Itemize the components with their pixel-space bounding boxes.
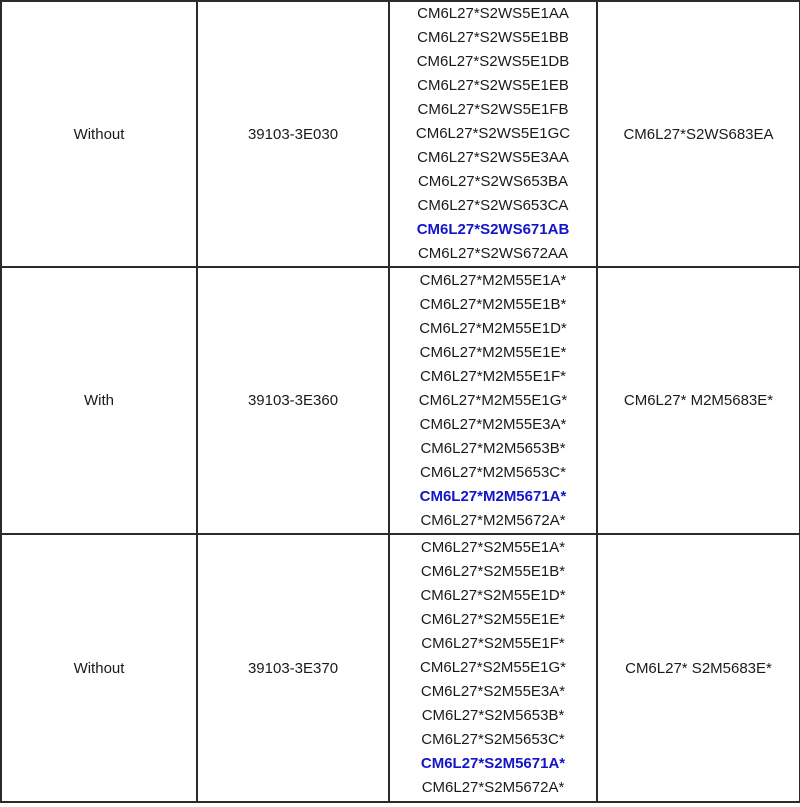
code-item: CM6L27*S2M55E1D* (420, 587, 566, 604)
code-item: CM6L27*S2WS5E3AA (417, 149, 569, 166)
code-item: CM6L27*S2M5672A* (421, 779, 565, 796)
code-item: CM6L27*S2WS5E1GC (415, 125, 571, 142)
code-list (390, 536, 596, 800)
code-item: CM6L27*M2M55E3A* (419, 415, 567, 433)
highlighted-code-item: CM6L27*S2M5671A* (420, 755, 566, 772)
replacement-code-cell: CM6L27* S2M5683E* (597, 534, 800, 802)
replacement-code-cell: CM6L27* M2M5683E* (597, 267, 800, 534)
codes-cell (389, 1, 597, 267)
code-item: CM6L27*S2WS653BA (417, 173, 569, 190)
code-item: CM6L27*M2M55E1A* (419, 271, 567, 289)
codes-cell (389, 267, 597, 534)
code-item: CM6L27*S2M5653B* (421, 707, 565, 724)
code-item: CM6L27*S2M55E3A* (420, 683, 566, 700)
highlighted-code-item: CM6L27*S2WS671AB (416, 221, 570, 238)
code-item: CM6L27*M2M55E1F* (420, 367, 566, 385)
code-item: CM6L27*S2WS5E1AA (417, 5, 569, 22)
table-row (1, 267, 800, 534)
code-item: CM6L27*S2M55E1E* (420, 611, 566, 628)
replacement-code-cell: CM6L27*S2WS683EA (597, 1, 800, 267)
part-number-cell: 39103-3E370 (197, 534, 389, 802)
code-list (390, 2, 596, 266)
code-item: CM6L27*S2M55E1G* (420, 659, 566, 676)
code-item: CM6L27*S2M5653C* (421, 731, 565, 748)
code-item: CM6L27*S2M55E1F* (421, 635, 565, 652)
code-item: CM6L27*S2M55E1A* (420, 539, 566, 556)
code-item: CM6L27*M2M55E1B* (419, 295, 567, 313)
part-number-cell: 39103-3E030 (197, 1, 389, 267)
code-item: CM6L27*M2M5672A* (420, 511, 566, 529)
code-item: CM6L27*M2M5653C* (420, 463, 566, 481)
option-cell: Without (1, 1, 197, 267)
code-item: CM6L27*S2WS5E1EB (417, 77, 569, 94)
option-cell: Without (1, 534, 197, 802)
code-item: CM6L27*M2M55E1D* (419, 319, 567, 337)
codes-cell (389, 534, 597, 802)
code-item: CM6L27*M2M55E1G* (418, 391, 568, 409)
table-row (1, 534, 800, 802)
code-item: CM6L27*S2WS5E1FB (417, 101, 569, 118)
highlighted-code-item: CM6L27*M2M5671A* (419, 487, 567, 505)
code-item: CM6L27*S2M55E1B* (420, 563, 566, 580)
code-item: CM6L27*M2M55E1E* (419, 343, 567, 361)
code-item: CM6L27*S2WS5E1DB (416, 53, 570, 70)
code-item: CM6L27*S2WS672AA (417, 245, 569, 262)
code-list (390, 269, 596, 533)
table-row (1, 1, 800, 267)
code-item: CM6L27*S2WS5E1BB (417, 29, 569, 46)
option-cell: With (1, 267, 197, 534)
code-item: CM6L27*S2WS653CA (417, 197, 569, 214)
part-number-cell: 39103-3E360 (197, 267, 389, 534)
code-item: CM6L27*M2M5653B* (420, 439, 566, 457)
